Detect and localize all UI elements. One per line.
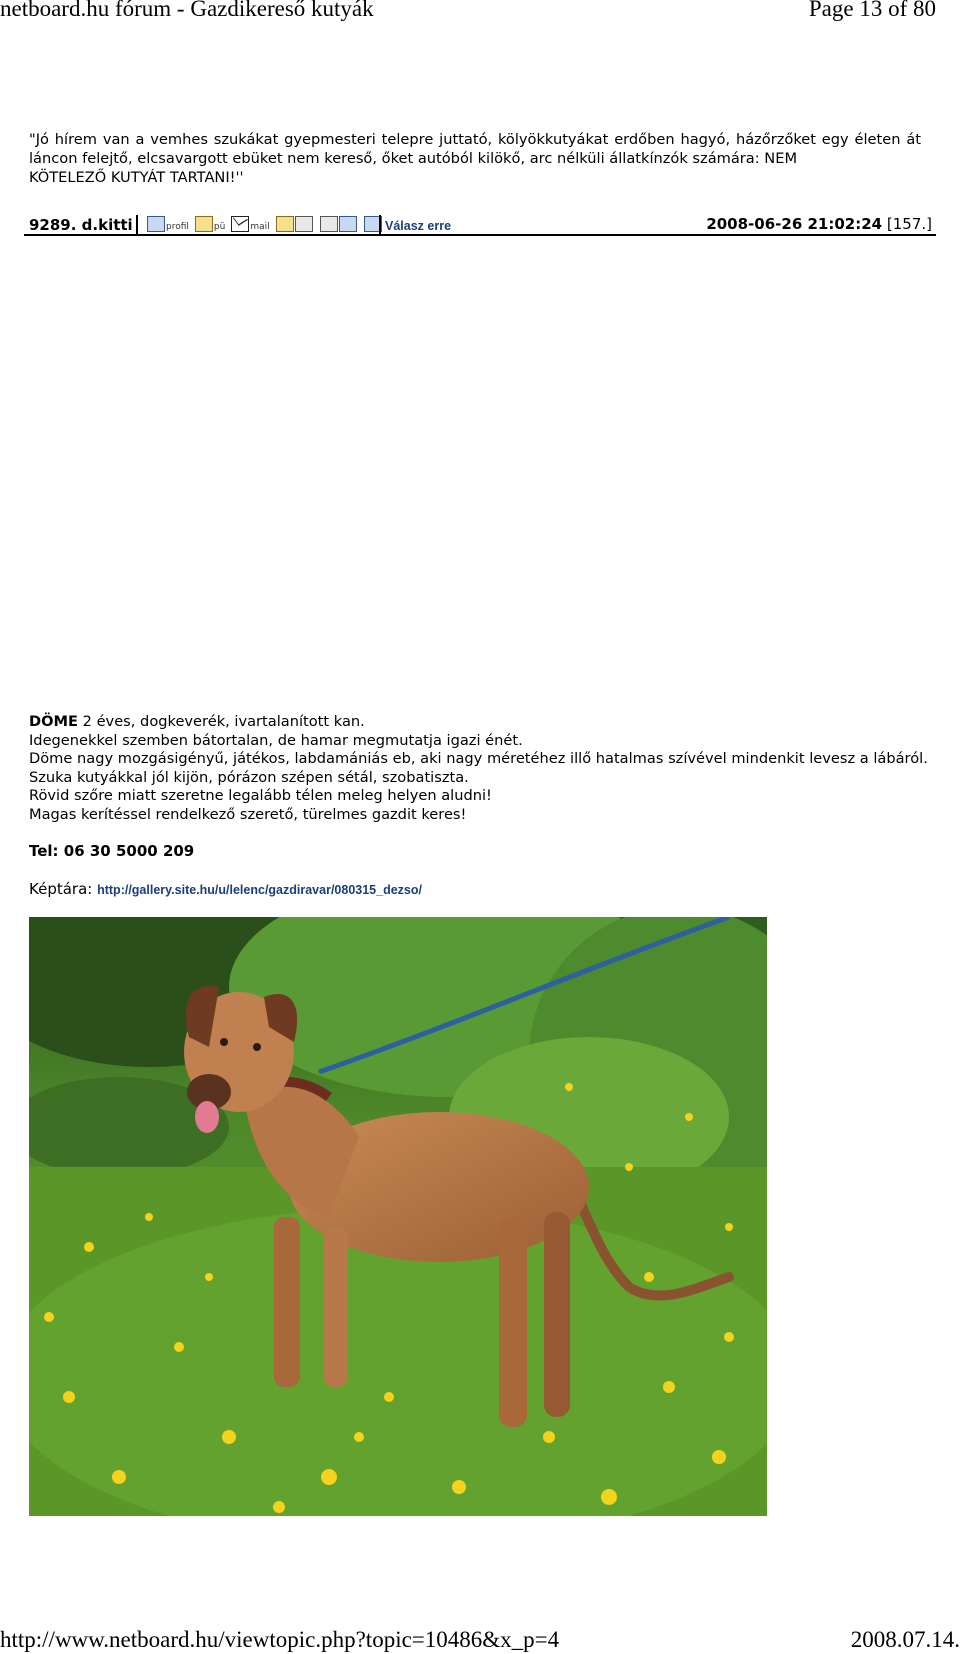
desc-line: Döme nagy mozgásigényű, játékos, labdamániás eb, aki nagy méretéhez illő hatalmas szívével mindenkit levesz a lábáról. Szuka kutyákkal jól kijön, pórázon szépen sétál, szobatiszta. bbox=[29, 750, 928, 786]
post-index: [157.] bbox=[886, 215, 932, 233]
quote-line: "Jó hírem van a vemhes szukákat gyepmesteri telepre juttató, kölyökkutyákat erdőben hagyó, házőrzőket egy életen át láncon felejtő, elcsavargott ebüket nem kereső, őket autóból kilökő, arc nélküli állatkínzók számára: NEM bbox=[29, 131, 921, 167]
gallery-line bbox=[29, 880, 422, 898]
profil-icon[interactable]: profil bbox=[147, 214, 189, 232]
post-action-icons bbox=[147, 212, 383, 232]
page-number: Page 13 of 80 bbox=[808, 0, 936, 21]
gallery-link[interactable]: http://gallery.site.hu/u/lelenc/gazdiravar/080315_dezso/ bbox=[97, 883, 422, 897]
dog-photo bbox=[29, 917, 767, 1516]
pu-icon[interactable]: pü bbox=[195, 214, 225, 232]
desc-line: Idegenekkel szemben bátortalan, de hamar megmutatja igazi énét. bbox=[29, 731, 523, 749]
post-number-user[interactable]: 9289. d.kitti bbox=[29, 216, 133, 234]
mail-icon[interactable]: mail bbox=[231, 214, 269, 232]
signature-quote bbox=[29, 130, 921, 187]
dog-intro: 2 éves, dogkeverék, ivartalanított kan. bbox=[78, 713, 365, 730]
post-header-bar bbox=[24, 212, 936, 236]
footer-date: 2008.07.14. bbox=[850, 1627, 960, 1652]
desc-line: Rövid szőre miatt szeretne legalább télen meleg helyen aludni! bbox=[29, 787, 492, 804]
reply-link[interactable]: Válasz erre bbox=[385, 219, 452, 233]
quote-line-last: KÖTELEZŐ KUTYÁT TARTANI!'' bbox=[29, 169, 244, 186]
desc-line: Magas kerítéssel rendelkező szerető, türelmes gazdit keres! bbox=[29, 805, 467, 823]
friend-icon[interactable] bbox=[276, 214, 314, 232]
footer-url: http://www.netboard.hu/viewtopic.php?topic=10486&x_p=4 bbox=[0, 1627, 560, 1652]
post-date: 2008-06-26 21:02:24 [157.] bbox=[706, 215, 932, 233]
divider bbox=[379, 215, 381, 234]
document-title: netboard.hu fórum - Gazdikereső kutyák bbox=[0, 0, 374, 21]
quote-icon[interactable] bbox=[320, 214, 358, 232]
dog-description bbox=[29, 713, 929, 824]
phone-number: Tel: 06 30 5000 209 bbox=[29, 842, 195, 860]
divider bbox=[136, 215, 138, 234]
dog-name: DÖME bbox=[29, 713, 79, 730]
gallery-label: Képtára: bbox=[29, 880, 98, 898]
